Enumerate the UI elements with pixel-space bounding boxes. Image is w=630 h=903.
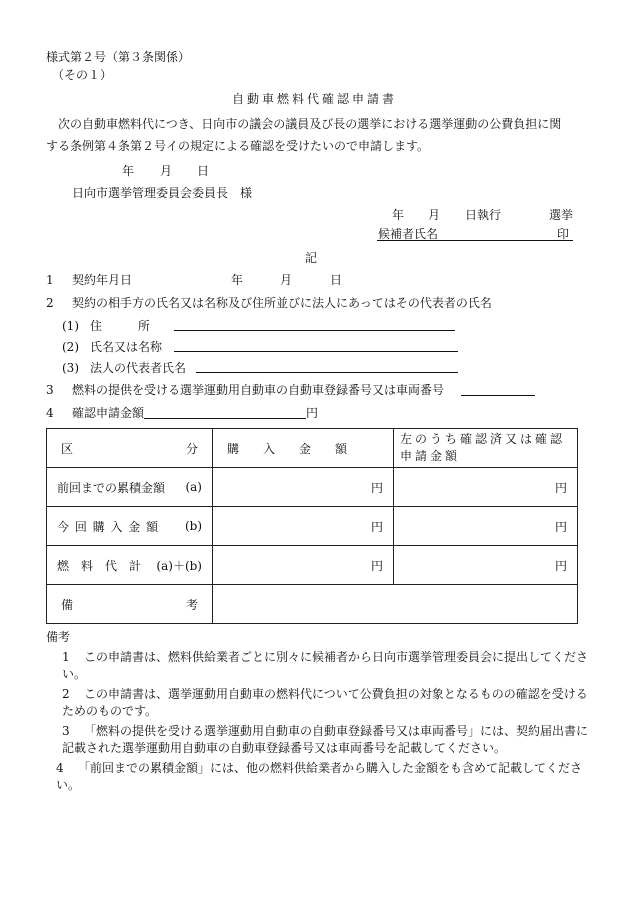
election-day-exec-label: 日執行 <box>465 208 502 222</box>
purchase-amount-cell[interactable] <box>213 468 394 507</box>
note-4 <box>48 760 586 794</box>
vehicle-number-field[interactable] <box>461 395 535 396</box>
seal-mark: 印 <box>557 227 570 241</box>
page-title: 自動車燃料代確認申請書 <box>232 92 398 106</box>
note-1 <box>48 649 592 683</box>
form-number: 様式第２号（第３条関係） <box>46 50 191 64</box>
row-suffix: (a) <box>185 480 202 494</box>
item-1-number: 1 <box>46 273 54 287</box>
item-2-3-number: (3) <box>62 361 79 375</box>
item-2-number: 2 <box>46 296 54 310</box>
item-1-label: 契約年月日 <box>72 273 133 287</box>
purchase-amount-cell[interactable] <box>213 507 394 546</box>
remarks-cell[interactable] <box>213 585 578 624</box>
remarks-label-a: 備 <box>61 597 74 612</box>
item-4-label: 確認申請金額 <box>72 406 145 420</box>
yen-unit: 円 <box>554 480 567 495</box>
yen-unit: 円 <box>370 519 383 534</box>
header-kubun <box>47 429 213 468</box>
note-2 <box>48 686 592 720</box>
note-text: この申請書は、燃料供給業者ごとに別々に候補者から日向市選挙管理委員会に提出してください。 <box>62 650 589 681</box>
item-2-label: 契約の相手方の氏名又は名称及び住所並びに法人にあってはその代表者の氏名 <box>72 296 492 310</box>
header-kubun-a: 区 <box>61 441 74 456</box>
ki-heading: 記 <box>305 251 318 265</box>
item-1-year: 年 <box>231 273 244 287</box>
note-text: 「燃料の提供を受ける選挙運動用自動車の自動車登録番号又は車両番号」には、契約届出書に記載された選挙運動用自動車の自動車登録番号又は車両番号を記載してください。 <box>62 724 589 755</box>
item-2-3-label: 法人の代表者氏名 <box>90 361 187 375</box>
election-month-label: 月 <box>428 208 441 222</box>
note-number: 1 <box>62 650 70 664</box>
row-label-cell <box>47 468 213 507</box>
row-label: 今 回 購 入 金 額 <box>57 519 160 534</box>
election-label: 選挙 <box>549 208 574 222</box>
item-2-1-number: (1) <box>62 319 79 333</box>
header-purchase-amount-label: 購 入 金 額 <box>227 441 348 456</box>
yen-unit: 円 <box>370 480 383 495</box>
name-field[interactable] <box>174 351 458 352</box>
header-confirmed-amount <box>394 429 578 468</box>
intro-line-1: 次の自動車燃料代につき、日向市の議会の議員及び長の選挙における選挙運動の公費負担に関 <box>58 117 562 131</box>
purchase-amount-cell[interactable] <box>213 546 394 585</box>
header-kubun-b: 分 <box>185 441 198 456</box>
table-row <box>47 468 578 507</box>
form-sub-number: （その１） <box>52 68 113 82</box>
representative-name-field[interactable] <box>196 372 458 373</box>
item-3-number: 3 <box>46 383 54 397</box>
intro-line-2: する条例第４条第２号イの規定による確認を受けたいので申請します。 <box>46 139 430 153</box>
note-number: 4 <box>56 761 64 775</box>
candidate-name-label: 候補者氏名 <box>378 227 439 241</box>
header-purchase-amount <box>213 429 394 468</box>
notes-title: 備考 <box>46 630 71 644</box>
table-row <box>47 507 578 546</box>
item-2-2-label: 氏名又は名称 <box>90 340 163 354</box>
remarks-label-cell <box>47 585 213 624</box>
remarks-label-b: 考 <box>185 597 198 612</box>
note-text: 「前回までの累積金額」には、他の燃料供給業者から購入した金額をも含めて記載してください。 <box>56 761 583 792</box>
header-confirmed-amount-label: 左のうち確認済又は確認申請金額 <box>400 432 566 463</box>
yen-unit: 円 <box>370 558 383 573</box>
note-number: 3 <box>62 724 70 738</box>
yen-unit: 円 <box>554 558 567 573</box>
row-suffix: (b) <box>184 519 202 533</box>
note-text: この申請書は、選挙運動用自動車の燃料代について公費負担の対象となるものの確認を受けるためのものです。 <box>62 687 588 718</box>
item-4-number: 4 <box>46 406 54 420</box>
item-1-month: 月 <box>280 273 293 287</box>
item-1-day: 日 <box>330 273 343 287</box>
row-label-cell <box>47 507 213 546</box>
address-field[interactable] <box>174 330 455 331</box>
election-year-label: 年 <box>392 208 405 222</box>
yen-unit: 円 <box>554 519 567 534</box>
confirmed-amount-cell[interactable] <box>394 546 578 585</box>
requested-amount-field[interactable] <box>144 418 306 419</box>
date-month-label: 月 <box>160 164 173 178</box>
confirmed-amount-cell[interactable] <box>394 468 578 507</box>
item-2-1-label: 住 所 <box>90 319 151 333</box>
row-label: 前回までの累積金額 <box>57 480 166 495</box>
row-suffix: (a)＋(b) <box>156 558 202 573</box>
table-header-row <box>47 429 578 468</box>
date-year-label: 年 <box>122 164 135 178</box>
item-4-yen: 円 <box>306 406 319 420</box>
amount-table <box>46 428 578 624</box>
item-2-2-number: (2) <box>62 340 79 354</box>
row-label-cell <box>47 546 213 585</box>
candidate-name-field[interactable] <box>377 240 573 241</box>
confirmed-amount-cell[interactable] <box>394 507 578 546</box>
note-number: 2 <box>62 687 70 701</box>
table-row-remarks <box>47 585 578 624</box>
addressee: 日向市選挙管理委員会委員長 様 <box>72 186 253 200</box>
date-day-label: 日 <box>197 164 210 178</box>
note-3 <box>48 723 592 757</box>
item-3-label: 燃料の提供を受ける選挙運動用自動車の自動車登録番号又は車両番号 <box>72 383 445 397</box>
row-label: 燃 料 代 計 <box>57 558 142 573</box>
table-row <box>47 546 578 585</box>
